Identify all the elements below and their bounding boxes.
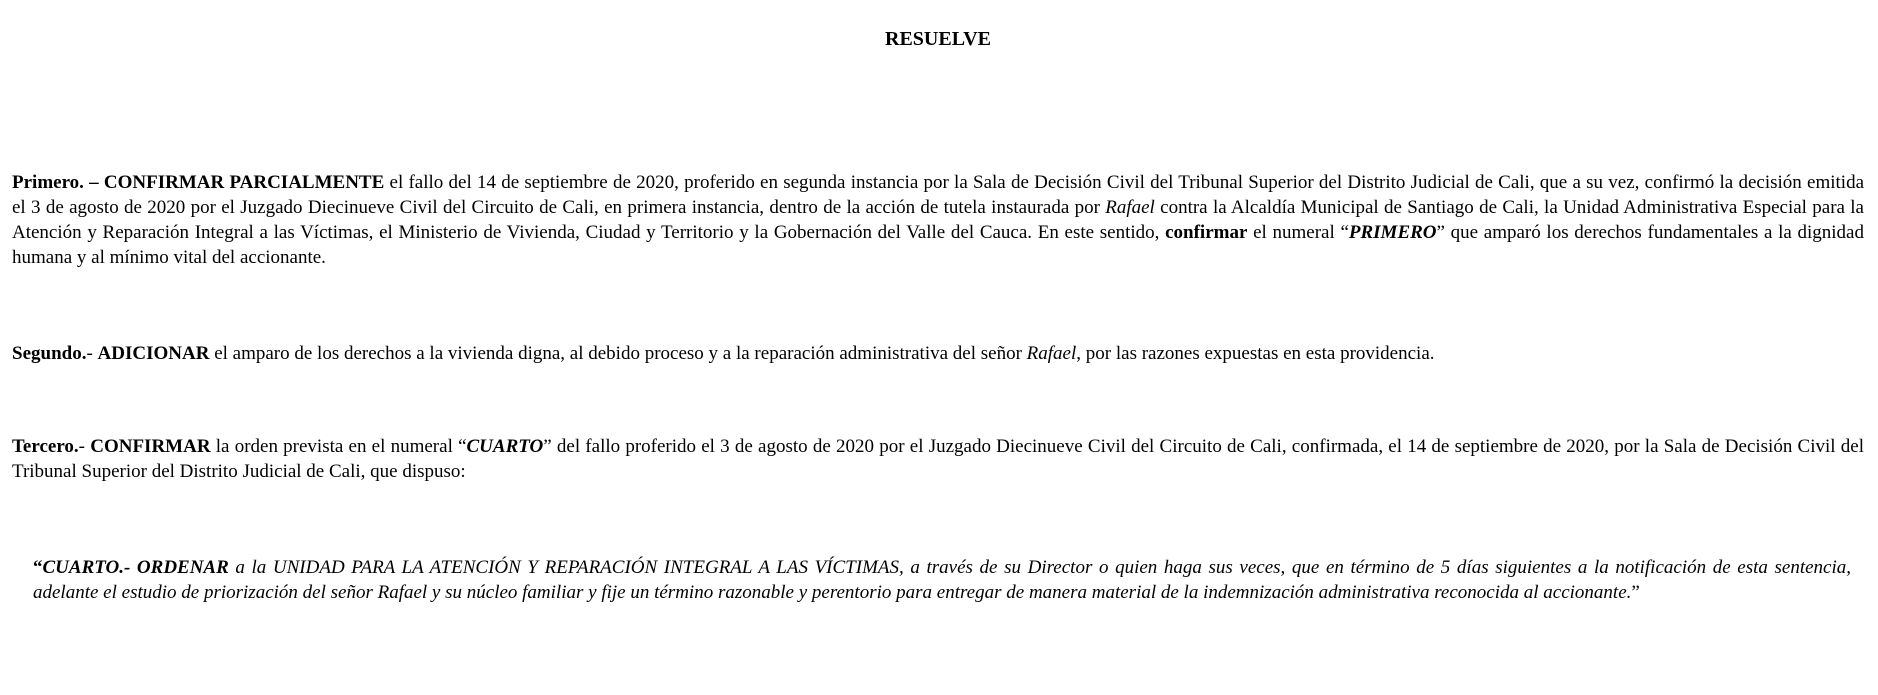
paragraph-primero — [12, 170, 1864, 270]
segundo-text-2: , por las razones expuestas en esta providencia. — [1076, 343, 1435, 364]
primero-text-3: el numeral “ — [1247, 222, 1349, 243]
quoted-order-cuarto — [33, 555, 1851, 605]
tercero-label: Tercero. — [12, 436, 79, 457]
tercero-numeral: CUARTO — [466, 436, 544, 457]
resolution-heading: RESUELVE — [885, 28, 991, 50]
primero-text-4: ” que amparó los derechos fundamentales a la dignidad humana y al mínimo vital del accionante. — [12, 222, 1864, 268]
primero-name: Rafael — [1105, 197, 1155, 218]
segundo-text-1: el amparo de los derechos a la vivienda digna, al debido proceso y a la reparación administrativa del señor — [209, 343, 1027, 364]
segundo-name: Rafael — [1026, 343, 1077, 364]
segundo-action: ADICIONAR — [97, 343, 210, 364]
primero-label: Primero. – CONFIRMAR PARCIALMENTE — [12, 172, 385, 193]
tercero-dash: - — [78, 436, 91, 457]
tercero-text-1: la orden prevista en el numeral “ — [210, 436, 467, 457]
close-quote: ” — [1631, 582, 1640, 603]
segundo-label: Segundo. — [12, 343, 87, 364]
primero-text-1: el fallo del 14 de septiembre de 2020, proferido en segunda instancia por la Sala de Decisión Civil del Tribunal Superior del Distrito Judicial de Cali, que a su vez, confirmó la decisión emitida el 3 de agosto de 2020 por el Juzgado Diecinueve Civil del Circuito de Cali, en primera instancia, dentro de la acción de tutela instaurada por — [12, 172, 1865, 218]
primero-numeral: PRIMERO — [1348, 222, 1437, 243]
tercero-text-2: ” del fallo proferido el 3 de agosto de 2020 por el Juzgado Diecinueve Civil del Circuito de Cali, confirmada, el 14 de septiembre de 2020, por la Sala de Decisión Civil del Tribunal Superior del Distrito Judicial de Cali, que dispuso: — [12, 436, 1864, 482]
paragraph-segundo — [12, 341, 1864, 366]
cuarto-text: a la UNIDAD PARA LA ATENCIÓN Y REPARACIÓN INTEGRAL A LAS VÍCTIMAS, a través de su Director o quien haga sus veces, que en término de 5 días siguientes a la notificación de esta sentencia, adelante el estudio de priorización del señor Rafael y su núcleo familiar y fije un término razonable y perentorio para entregar de manera material de la indemnización administrativa reconocida al accionante. — [33, 557, 1852, 603]
open-quote: “ — [33, 557, 43, 578]
primero-text-2: contra la Alcaldía Municipal de Santiago de Cali, la Unidad Administrativa Especial para la Atención y Reparación Integral a las Víctimas, el Ministerio de Vivienda, Ciudad y Territorio y la Gobernación del Valle del Cauca. En este sentido, — [12, 197, 1864, 243]
primero-confirmar: confirmar — [1165, 222, 1248, 243]
segundo-dash: - — [86, 343, 98, 364]
paragraph-tercero — [12, 434, 1864, 484]
tercero-action: CONFIRMAR — [90, 436, 211, 457]
cuarto-label: CUARTO.- ORDENAR — [42, 557, 229, 578]
